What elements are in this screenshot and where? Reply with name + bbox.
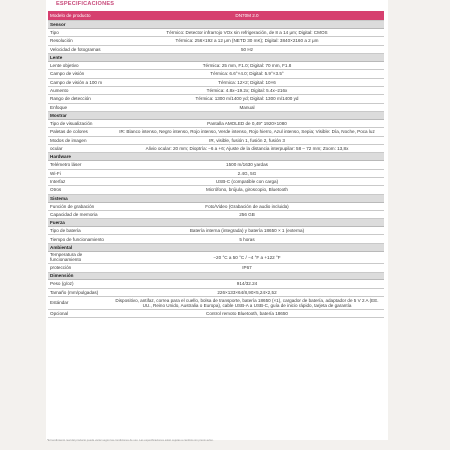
section-title: Ambiental — [48, 243, 384, 251]
section-title: Mostrar — [48, 112, 384, 120]
spec-label: Función de grabación — [48, 202, 110, 210]
spec-row — [48, 28, 384, 36]
section-header — [48, 153, 384, 161]
spec-value: Térmica: 4.8x–19.2x; Digital: 5.4x–216x — [110, 87, 384, 95]
spec-table — [48, 11, 384, 318]
spec-row — [48, 251, 384, 264]
spec-label: Interfaz — [48, 178, 110, 186]
spec-value: Dispositivo, antifaz, correa para el cuello, bolsa de transporte, batería 18650 (×1), cargador de batería, adaptador de 5 V 2 A (EE. UU., Reino Unido, Australia o Europa), cable USB-A a USB-C, guía de inicio rápido, tarjeta de garantía — [110, 297, 384, 310]
spec-label: Aumento — [48, 87, 110, 95]
spec-label: Paletas de colores — [48, 128, 110, 136]
section-header — [48, 112, 384, 120]
spec-row — [48, 227, 384, 235]
spec-row — [48, 178, 384, 186]
spec-value: 50 Hz — [110, 45, 384, 53]
spec-value: Térmica: 25 mm, F1.0; Digital: 70 mm, F1.8 — [110, 61, 384, 69]
spec-label: protección — [48, 264, 110, 272]
spec-value: 5 horas — [110, 235, 384, 243]
spec-value: Control remoto Bluetooth, batería 18650 — [110, 309, 384, 317]
spec-label: Capacidad de memoria — [48, 210, 110, 218]
spec-row — [48, 297, 384, 310]
spec-row — [48, 288, 384, 296]
spec-sheet — [46, 0, 388, 440]
spec-row — [48, 119, 384, 127]
section-header — [48, 21, 384, 29]
spec-value: Pantalla AMOLED de 0,49" 1920×1080 — [110, 119, 384, 127]
spec-label: Otros — [48, 186, 110, 194]
spec-row — [48, 128, 384, 136]
spec-row — [48, 145, 384, 153]
spec-value: 914/32.24 — [110, 280, 384, 288]
spec-label: Tamaño (mm/pulgadas) — [48, 288, 110, 296]
spec-label: Tipo de batería — [48, 227, 110, 235]
spec-value: 256 GB — [110, 210, 384, 218]
spec-value: Manual — [110, 103, 384, 111]
spec-value: Térmica: 256×192 a 12 μm (NETD 30 mK); Digital: 3840×2160 a 2 μm — [110, 37, 384, 45]
spec-row — [48, 78, 384, 86]
spec-row — [48, 61, 384, 69]
spec-row — [48, 87, 384, 95]
spec-row — [48, 45, 384, 53]
spec-row — [48, 280, 384, 288]
spec-value: 226×133×64/8,90×5,24×2,52 — [110, 288, 384, 296]
spec-value: Batería interna (integrada) y batería 18650 × 1 (externa) — [110, 227, 384, 235]
spec-value: Térmica: 12×2; Digital: 10×6 — [110, 78, 384, 86]
spec-value: Foto/Video (Grabación de audio incluida) — [110, 202, 384, 210]
spec-value: Térmico: Detector infrarrojo VOx sin refrigeración, de 8 a 14 μm; Digital: CMOS — [110, 28, 384, 36]
spec-label: Campo de visión a 100 m — [48, 78, 110, 86]
spec-row — [48, 235, 384, 243]
section-title: Lente — [48, 54, 384, 62]
section-header — [48, 194, 384, 202]
spec-row — [48, 202, 384, 210]
spec-row — [48, 103, 384, 111]
spec-value: USB-C (compatible con carga) — [110, 178, 384, 186]
spec-label: Estándar — [48, 297, 110, 310]
spec-value: Térmica: 1300 m/1400 yd; Digital: 1300 m/1400 yd — [110, 95, 384, 103]
spec-label: Tipo de visualización — [48, 119, 110, 127]
section-header — [48, 272, 384, 280]
spec-row — [48, 136, 384, 144]
spec-label: Telémetro láser — [48, 161, 110, 169]
spec-row — [48, 169, 384, 177]
spec-row — [48, 264, 384, 272]
section-header — [48, 219, 384, 227]
section-title: Sensor — [48, 21, 384, 29]
spec-row — [48, 210, 384, 218]
section-title: Sistema — [48, 194, 384, 202]
spec-label: Resolución — [48, 37, 110, 45]
spec-value: IP67 — [110, 264, 384, 272]
spec-label: Tiempo de funcionamiento — [48, 235, 110, 243]
model-row — [48, 11, 384, 21]
section-title: Fuerza — [48, 219, 384, 227]
spec-row — [48, 37, 384, 45]
spec-label: Enfoque — [48, 103, 110, 111]
spec-value: Micrófono, brújula, giroscopio, Bluetooth — [110, 186, 384, 194]
spec-label: Rango de detección — [48, 95, 110, 103]
spec-value: 2.4G, 5G — [110, 169, 384, 177]
spec-label: Modos de imagen — [48, 136, 110, 144]
spec-row — [48, 161, 384, 169]
spec-label: Wi-Fi — [48, 169, 110, 177]
spec-label: Peso (g/oz) — [48, 280, 110, 288]
spec-value: IR: Blanco intenso, Negro intenso, Rojo intenso, Verde intenso, Rojo hierro, Azul intenso, Sepia; Visible: Día, Noche, Poca luz — [110, 128, 384, 136]
section-header — [48, 243, 384, 251]
document-title: ESPECIFICACIONES — [56, 1, 115, 7]
spec-value: 1500 m/1630 yardas — [110, 161, 384, 169]
spec-label: Lente objetivo — [48, 61, 110, 69]
spec-value: −20 °C a 50 °C / −4 °F a +122 °F — [110, 251, 384, 264]
section-title: Hardware — [48, 153, 384, 161]
spec-label: Velocidad de fotogramas — [48, 45, 110, 53]
spec-value: Alivio ocular: 20 mm; Dioptría: −6 a +6; Ajuste de la distancia interpupilar: 58 – 72 mm; Zoom: 13,8x — [110, 145, 384, 153]
spec-row — [48, 309, 384, 317]
spec-row — [48, 95, 384, 103]
spec-label: Campo de visión — [48, 70, 110, 78]
spec-value: Térmica: 6.6°×4.0; Digital: 5.9°×3.5° — [110, 70, 384, 78]
spec-label: ocular — [48, 145, 110, 153]
spec-label: Temperatura de funcionamiento — [48, 251, 110, 264]
spec-label: Tipo — [48, 28, 110, 36]
section-header — [48, 54, 384, 62]
footnote: *El rendimiento real del producto puede variar según las condiciones de uso. Las especificaciones están sujetas a cambios sin previo aviso. — [47, 439, 214, 442]
spec-label: Opcional — [48, 309, 110, 317]
section-title: Dimensión — [48, 272, 384, 280]
model-label: Modelo de producto — [48, 11, 110, 21]
spec-row — [48, 186, 384, 194]
spec-row — [48, 70, 384, 78]
spec-value: IR, visible, fusión 1, fusión 2, fusión 3 — [110, 136, 384, 144]
model-value: DN70M 2.0 — [110, 11, 384, 21]
